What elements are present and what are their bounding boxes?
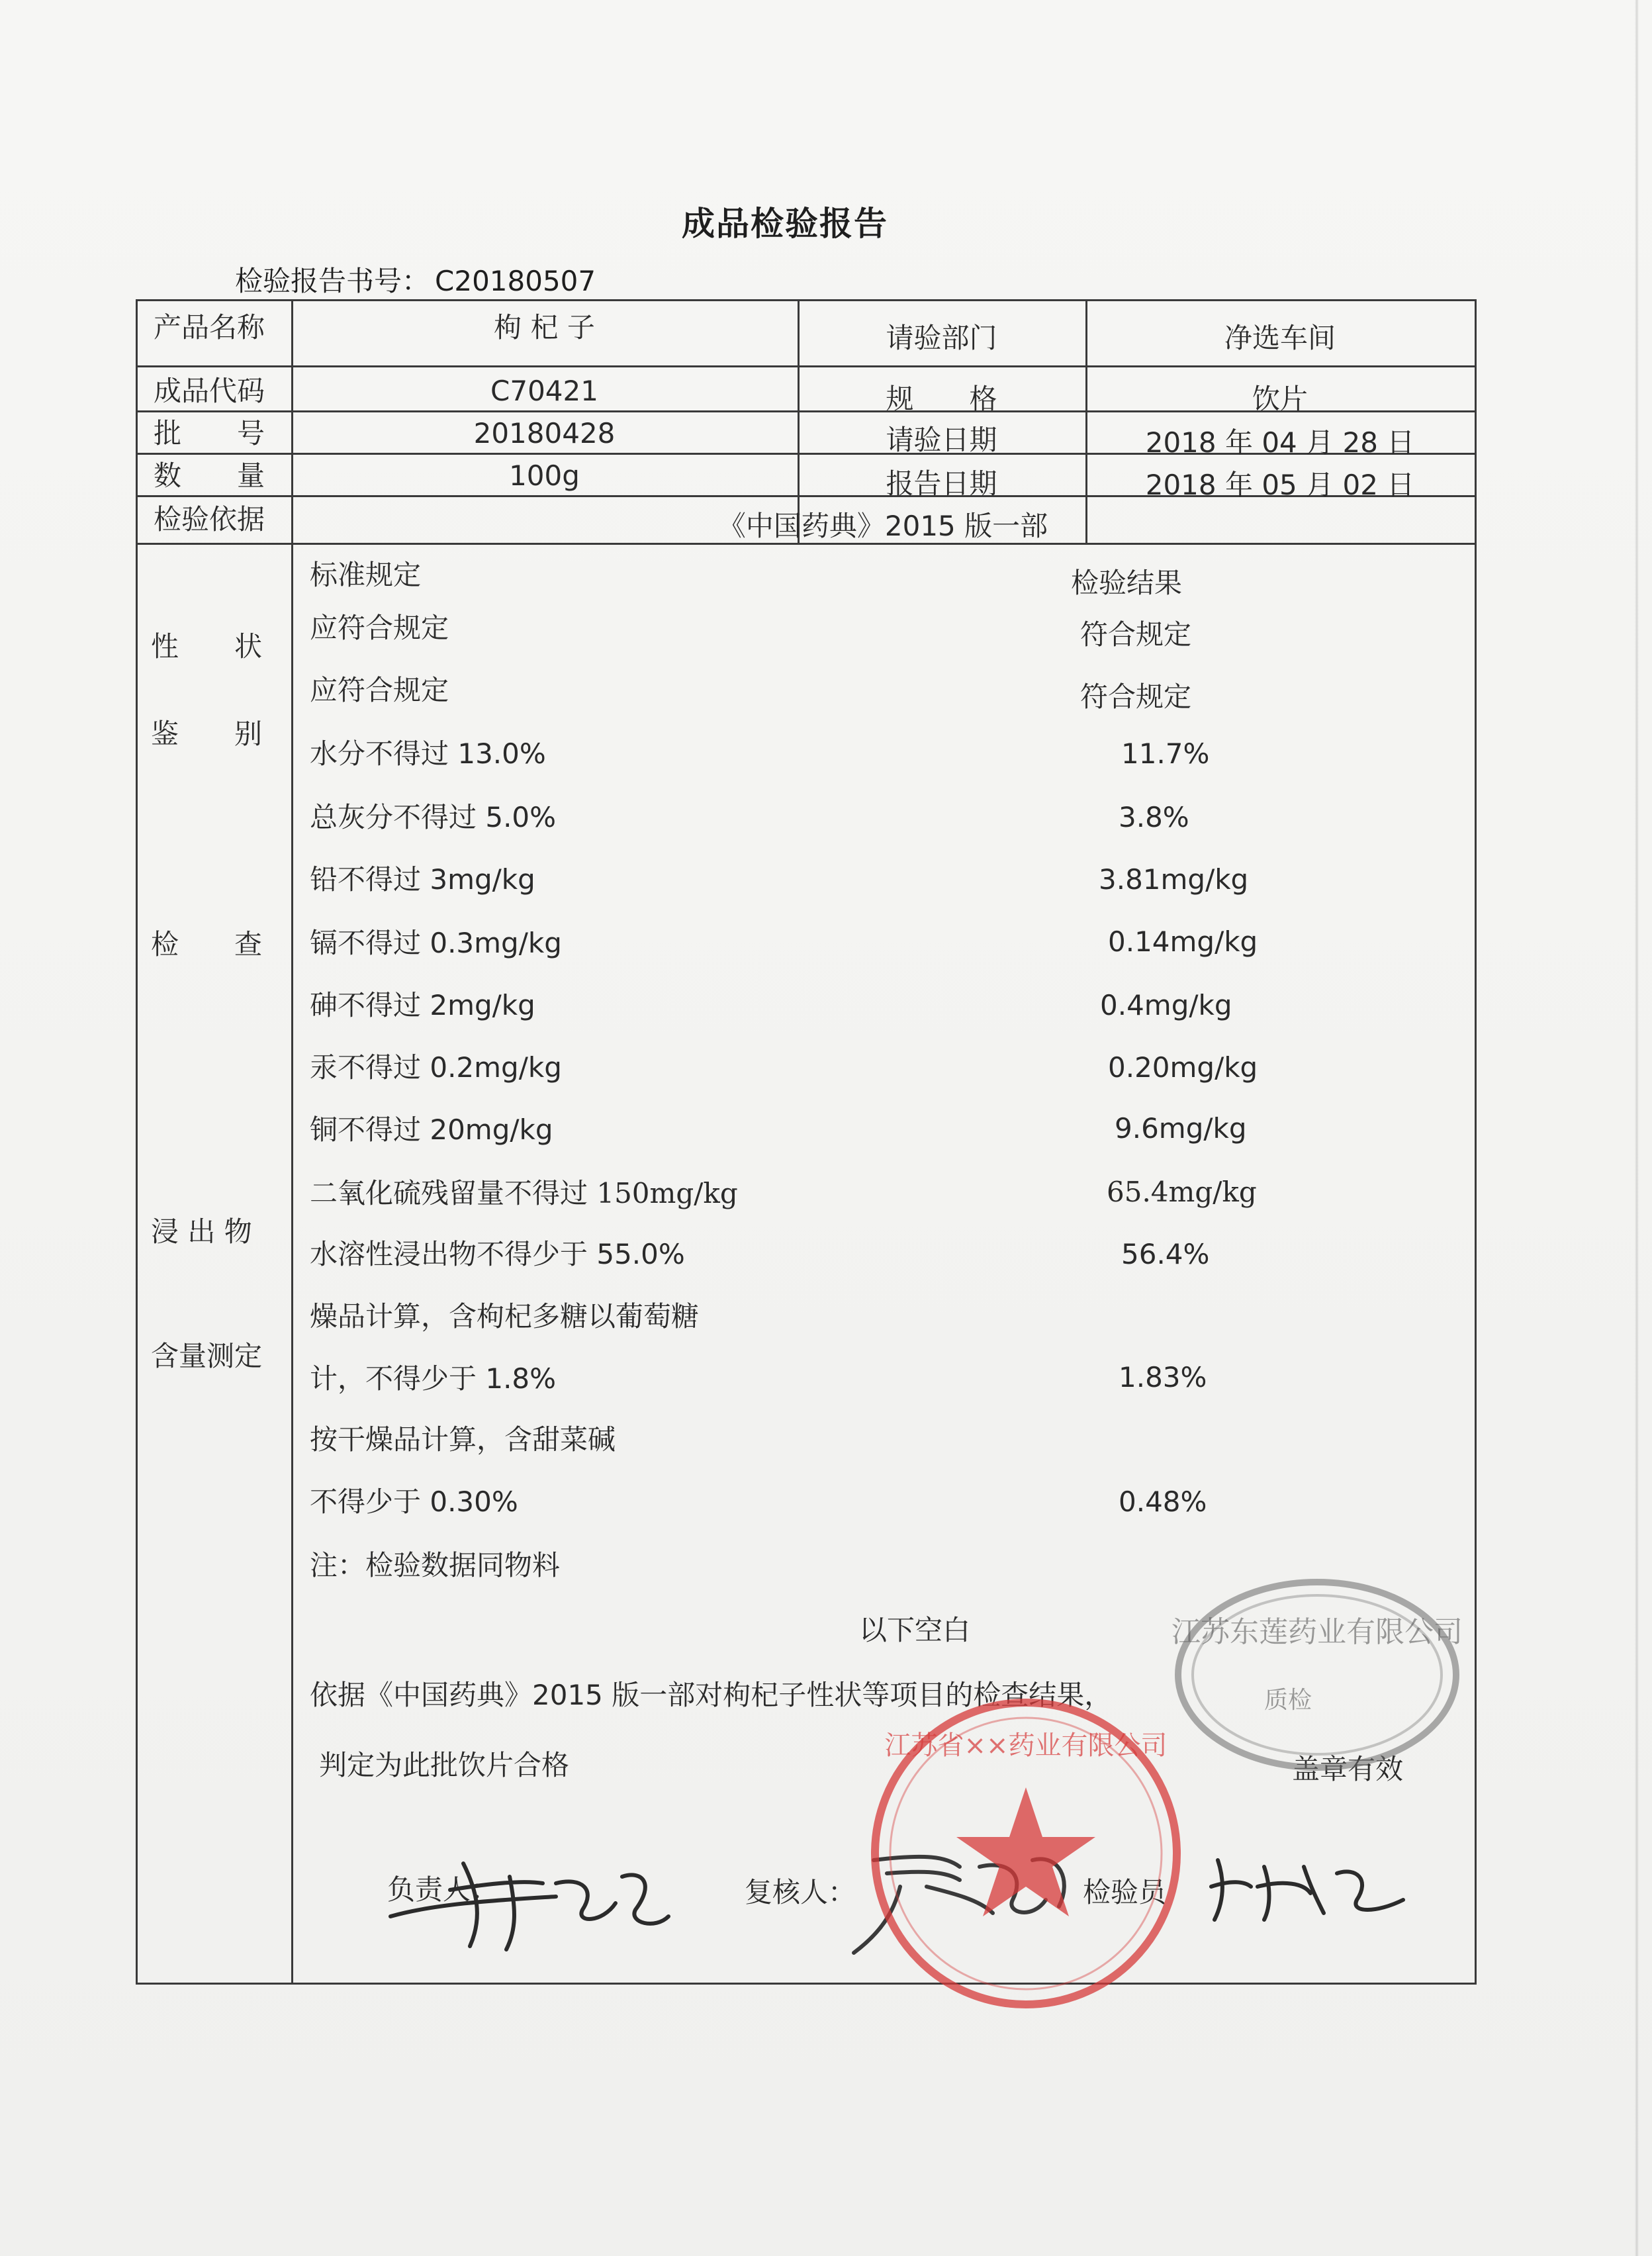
section-inspection: 检 查 [151, 928, 263, 961]
label-inspector: 检验员 [1083, 1876, 1167, 1908]
test-result: 11.7% [1121, 737, 1210, 770]
qc-seal-text: 江苏东莲药业有限公司 [1171, 1615, 1463, 1649]
test-standard: 应符合规定 [310, 612, 449, 644]
test-result: 3.81mg/kg [1099, 863, 1249, 896]
label-product-name: 产品名称 [154, 311, 265, 344]
report-number-line [235, 259, 596, 299]
test-standard: 应符合规定 [310, 674, 449, 706]
company-seal [860, 1688, 1191, 2019]
assay-standard-line1: 燥品计算，含枸杞多糖以葡萄糖 [310, 1300, 700, 1333]
value-report-date: 2018 年 05 月 02 日 [1145, 469, 1415, 501]
inspector-signature [1205, 1840, 1416, 1933]
test-standard: 水溶性浸出物不得少于 55.0% [310, 1238, 685, 1270]
test-result: 0.20mg/kg [1108, 1051, 1258, 1084]
label-responsible: 负责人： [387, 1873, 499, 1906]
qc-seal [1165, 1569, 1469, 1781]
qc-seal-sub: 质检 [1264, 1687, 1312, 1714]
label-report-date: 报告日期 [886, 467, 997, 500]
label-product-code: 成品代码 [154, 375, 265, 407]
test-result: 0.4mg/kg [1100, 989, 1232, 1021]
test-result: 0.14mg/kg [1108, 925, 1258, 958]
test-standard: 总灰分不得过 5.0% [310, 801, 557, 833]
report-number-label: 检验报告书号： [235, 265, 430, 297]
document-title: 成品检验报告 [682, 205, 888, 243]
test-standard: 二氧化硫残留量不得过 150mg/kg [310, 1177, 738, 1209]
test-standard: 铅不得过 3mg/kg [310, 863, 535, 896]
assay-result: 0.48% [1119, 1485, 1207, 1518]
section-characters: 性 状 [151, 630, 263, 663]
test-standard: 镉不得过 0.3mg/kg [310, 927, 562, 959]
col-divider-label [291, 299, 293, 1983]
blank-below: 以下空白 [859, 1614, 971, 1646]
test-standard: 砷不得过 2mg/kg [310, 989, 535, 1021]
label-specification: 规 格 [886, 383, 997, 415]
value-basis: 《中国药典》2015 版一部 [717, 510, 1048, 542]
report-number: C20180507 [435, 265, 596, 297]
scan-edge [1635, 0, 1639, 2256]
company-seal-text: 江苏省××药业有限公司 [884, 1730, 1168, 1761]
test-result: 56.4% [1121, 1238, 1210, 1270]
section-extractives: 浸 出 物 [151, 1215, 252, 1248]
assay-standard-line2: 计，不得少于 1.8% [310, 1362, 557, 1395]
test-standard: 汞不得过 0.2mg/kg [310, 1051, 562, 1084]
label-request-date: 请验日期 [886, 424, 997, 456]
assay-standard-line2: 不得少于 0.30% [310, 1485, 518, 1518]
value-batch-no: 20180428 [473, 417, 616, 449]
label-reviewer: 复核人： [745, 1876, 856, 1908]
value-product-name: 枸 杞 子 [494, 311, 595, 344]
label-batch-no: 批 号 [154, 417, 265, 449]
stamp-valid-note: 盖章有效 [1292, 1753, 1404, 1785]
value-request-date: 2018 年 04 月 28 日 [1145, 426, 1415, 459]
assay-standard-line1: 按干燥品计算，含甜菜碱 [310, 1423, 616, 1456]
label-requesting-dept: 请验部门 [886, 322, 997, 354]
test-result: 9.6mg/kg [1115, 1112, 1247, 1145]
value-requesting-dept: 净选车间 [1224, 322, 1336, 354]
note: 注：检验数据同物料 [310, 1549, 561, 1581]
test-result: 3.8% [1119, 801, 1189, 833]
test-standard: 铜不得过 20mg/kg [310, 1113, 553, 1146]
assay-result: 1.83% [1119, 1361, 1207, 1393]
conclusion-line1: 依据《中国药典》2015 版一部对枸杞子性状等项目的检查结果， [310, 1679, 1113, 1711]
conclusion-line2: 判定为此批饮片合格 [319, 1749, 570, 1781]
test-standard: 水分不得过 13.0% [310, 737, 546, 770]
responsible-signature [384, 1837, 682, 1956]
section-identification: 鉴 别 [151, 718, 263, 750]
value-quantity: 100g [509, 459, 580, 492]
value-specification: 饮片 [1252, 383, 1308, 415]
header-result: 检验结果 [1071, 567, 1183, 599]
section-assay: 含量测定 [151, 1340, 263, 1372]
value-product-code: C70421 [490, 375, 598, 407]
test-result: 符合规定 [1080, 618, 1192, 651]
label-quantity: 数 量 [154, 459, 265, 492]
test-result: 65.4mg/kg [1107, 1176, 1257, 1208]
test-result: 符合规定 [1080, 681, 1192, 713]
header-standard: 标准规定 [310, 559, 422, 591]
row-divider [136, 365, 1475, 367]
label-basis: 检验依据 [154, 503, 265, 536]
